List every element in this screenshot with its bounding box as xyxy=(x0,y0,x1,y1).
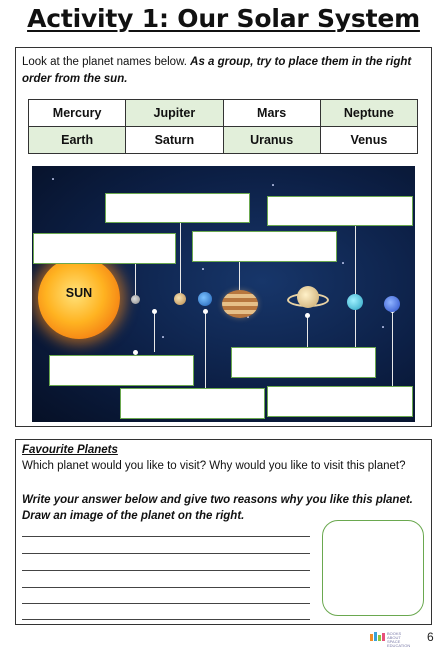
planet-label-box[interactable] xyxy=(33,233,176,264)
answer-line[interactable] xyxy=(22,603,310,604)
answer-line[interactable] xyxy=(22,587,310,588)
planet-label-box[interactable] xyxy=(105,193,250,223)
planet-label-box[interactable] xyxy=(49,355,194,386)
instruction-plain: Look at the planet names below. xyxy=(22,56,191,68)
table-row xyxy=(29,100,418,127)
connector-line xyxy=(180,219,181,297)
publisher-logo xyxy=(370,631,411,648)
connector-line xyxy=(392,311,393,390)
answer-line[interactable] xyxy=(22,553,310,554)
earth-graphic xyxy=(198,292,212,306)
saturn-body-graphic xyxy=(297,286,319,308)
connector-dot xyxy=(203,309,208,314)
favourite-instruction: Write your answer below and give two reasons why you like this planet. Draw an image of the planet on the right. xyxy=(22,494,413,522)
planet-name-cell: Earth xyxy=(29,127,126,154)
connector-dot xyxy=(152,309,157,314)
planet-label-box[interactable] xyxy=(120,388,265,419)
venus-graphic xyxy=(174,293,186,305)
planet-name-cell: Jupiter xyxy=(126,100,223,127)
mercury-graphic xyxy=(131,295,140,304)
drawing-box[interactable] xyxy=(322,520,424,616)
activity-instruction xyxy=(22,54,422,88)
neptune-graphic xyxy=(384,296,400,312)
planet-label-box[interactable] xyxy=(267,386,413,417)
connector-line xyxy=(205,312,206,390)
planet-label-box[interactable] xyxy=(267,196,413,226)
planet-label-box[interactable] xyxy=(192,231,337,262)
page-title: Activity 1: Our Solar System xyxy=(27,4,420,33)
connector-line xyxy=(307,316,308,348)
favourite-question: Which planet would you like to visit? Why would you like to visit this planet? xyxy=(22,460,406,472)
connector-dot xyxy=(305,313,310,318)
answer-line[interactable] xyxy=(22,570,310,571)
jupiter-graphic xyxy=(222,290,258,318)
sun-graphic xyxy=(38,257,120,339)
solar-system-image xyxy=(32,166,415,422)
planet-label-box[interactable] xyxy=(231,347,376,378)
planet-name-cell: Mercury xyxy=(29,100,126,127)
table-row xyxy=(29,127,418,154)
connector-line xyxy=(154,312,155,352)
planet-name-cell: Venus xyxy=(320,127,417,154)
answer-line[interactable] xyxy=(22,536,310,537)
planet-name-cell: Mars xyxy=(223,100,320,127)
planet-name-cell: Neptune xyxy=(320,100,417,127)
instruction-bold: As a group, try to place them in the right order from the sun. xyxy=(22,56,412,85)
connector-line xyxy=(355,222,356,348)
favourite-planets-box xyxy=(15,439,432,625)
sun-label: SUN xyxy=(65,286,93,300)
planet-names-table xyxy=(28,99,418,154)
favourite-heading: Favourite Planets xyxy=(22,444,118,456)
connector-line xyxy=(135,261,136,297)
logo-text: BOOKS ABOUT SPACE EDUCATION xyxy=(387,631,411,648)
planet-name-cell: Uranus xyxy=(223,127,320,154)
answer-line[interactable] xyxy=(22,619,310,620)
activity-box xyxy=(15,47,432,427)
uranus-graphic xyxy=(347,294,363,310)
planet-name-cell: Saturn xyxy=(126,127,223,154)
page-number: 6 xyxy=(427,630,434,644)
